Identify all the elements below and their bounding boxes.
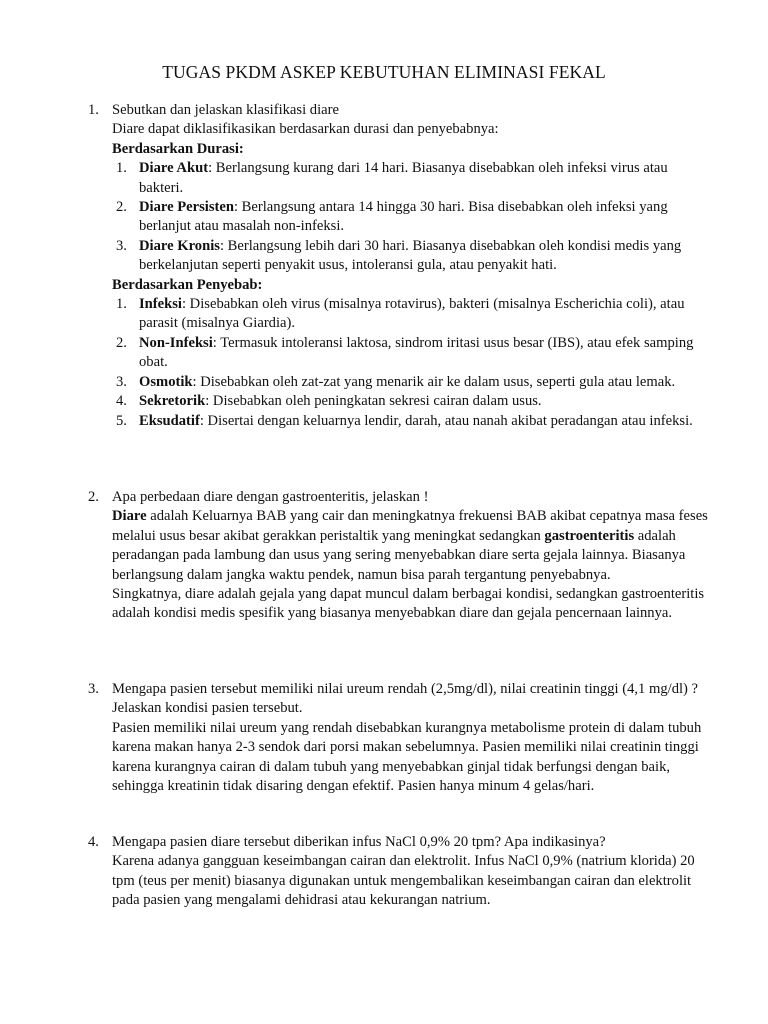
list-item: 2. Diare Persisten: Berlangsung antara 14 hingga 30 hari. Bisa disebabkan oleh infeksi yang berlanjut atau masalah non-infeksi. — [116, 199, 668, 235]
term: Eksudatif — [139, 412, 200, 429]
subheading-durasi: Berdasarkan Durasi: — [112, 140, 244, 157]
term: Sekretorik — [139, 393, 206, 410]
term: Diare Persisten — [139, 199, 234, 216]
list-item: 1. Diare Akut: Berlangsung kurang dari 14 hari. Biasanya disebabkan oleh infeksi virus atau bakteri. — [116, 160, 668, 196]
list-item: 1. Infeksi: Disebabkan oleh virus (misalnya rotavirus), bakteri (misalnya Escherichia coli), atau parasit (misalnya Giardia). — [116, 296, 685, 332]
answer-paragraph: Karena adanya gangguan keseimbangan cairan dan elektrolit. Infus NaCl 0,9% (natrium klorida) 20 tpm (teus per menit) biasanya digunakan untuk mengembalikan keseimbangan cairan dan elektrolit pada pasien yang mengalami dehidrasi atau kekurangan natrium. — [112, 853, 695, 909]
question-number: 4. — [88, 834, 99, 850]
term: Diare Akut — [139, 160, 209, 177]
list-item: 5. Eksudatif: Disertai dengan keluarnya lendir, darah, atau nanah akibat peradangan atau infeksi. — [116, 412, 693, 429]
question-text: Sebutkan dan jelaskan klasifikasi diare — [112, 102, 339, 118]
question-1 — [88, 101, 708, 431]
list-item: 3. Osmotik: Disebabkan oleh zat-zat yang menarik air ke dalam usus, seperti gula atau lemak. — [116, 373, 676, 390]
answer-paragraph: Diare adalah Keluarnya BAB yang cair dan meningkatnya frekuensi BAB akibat cepatnya masa feses melalui usus besar akibat gerakkan peristaltik yang meningkat sedangkan gastroenteritis adalah peradangan pada lambung dan usus yang sering menyebabkan diare serta gejala lainnya. Biasanya berlangsung dalam jangka waktu pendek, namun bisa parah tergantung penyebabnya. — [112, 508, 708, 583]
term: Osmotik — [139, 373, 193, 390]
term: Diare — [112, 508, 147, 525]
list-item: 3. Diare Kronis: Berlangsung lebih dari 30 hari. Biasanya disebabkan oleh kondisi medis yang berkelanjutan seperti penyakit usus, intoleransi gula, atau penyakit hati. — [116, 237, 682, 274]
list-item: 2. Non-Infeksi: Termasuk intoleransi laktosa, sindrom iritasi usus besar (IBS), atau efek samping obat. — [116, 334, 694, 371]
question-4 — [88, 833, 708, 911]
question-2 — [88, 488, 708, 624]
answer-paragraph: Pasien memiliki nilai ureum yang rendah disebabkan kurangnya metabolisme protein di dalam tubuh karena makan hanya 2-3 sendok dari porsi makan sebelumnya. Pasien memiliki nilai creatinin tinggi karena kurangnya cairan di dalam tubuh yang menyebabkan ginjal tidak berfungsi dengan baik, sehingga kreatinin tidak disaring dengan efektif. Pasien hanya minum 4 gelas/hari. — [112, 719, 702, 795]
answer-summary: Singkatnya, diare adalah gejala yang dapat muncul dalam berbagai kondisi, sedangkan gastroenteritis adalah kondisi medis spesifik yang biasanya menyebabkan diare dan gejala pencernaan lainnya. — [112, 586, 705, 622]
term: Diare Kronis — [139, 237, 220, 254]
list-durasi — [112, 159, 708, 275]
subheading-penyebab: Berdasarkan Penyebab: — [112, 276, 263, 293]
question-text: Mengapa pasien tersebut memiliki nilai ureum rendah (2,5mg/dl), nilai creatinin tinggi (4,1 mg/dl) ? Jelaskan kondisi pasien tersebut. — [112, 681, 699, 717]
question-number: 2. — [88, 489, 99, 505]
question-number: 3. — [88, 681, 99, 697]
term: gastroenteritis — [544, 527, 635, 544]
question-3 — [88, 680, 708, 796]
question-number: 1. — [88, 102, 99, 118]
question-text: Apa perbedaan diare dengan gastroenteritis, jelaskan ! — [112, 489, 429, 505]
list-penyebab — [112, 295, 708, 431]
answer-intro: Diare dapat diklasifikasikan berdasarkan durasi dan penyebabnya: — [112, 121, 499, 138]
term: Infeksi — [139, 296, 182, 313]
question-text: Mengapa pasien diare tersebut diberikan infus NaCl 0,9% 20 tpm? Apa indikasinya? — [112, 834, 606, 850]
term: Non-Infeksi — [139, 334, 213, 351]
document-title: TUGAS PKDM ASKEP KEBUTUHAN ELIMINASI FEKAL — [162, 62, 606, 82]
list-item: 4. Sekretorik: Disebabkan oleh peningkatan sekresi cairan dalam usus. — [116, 393, 542, 410]
